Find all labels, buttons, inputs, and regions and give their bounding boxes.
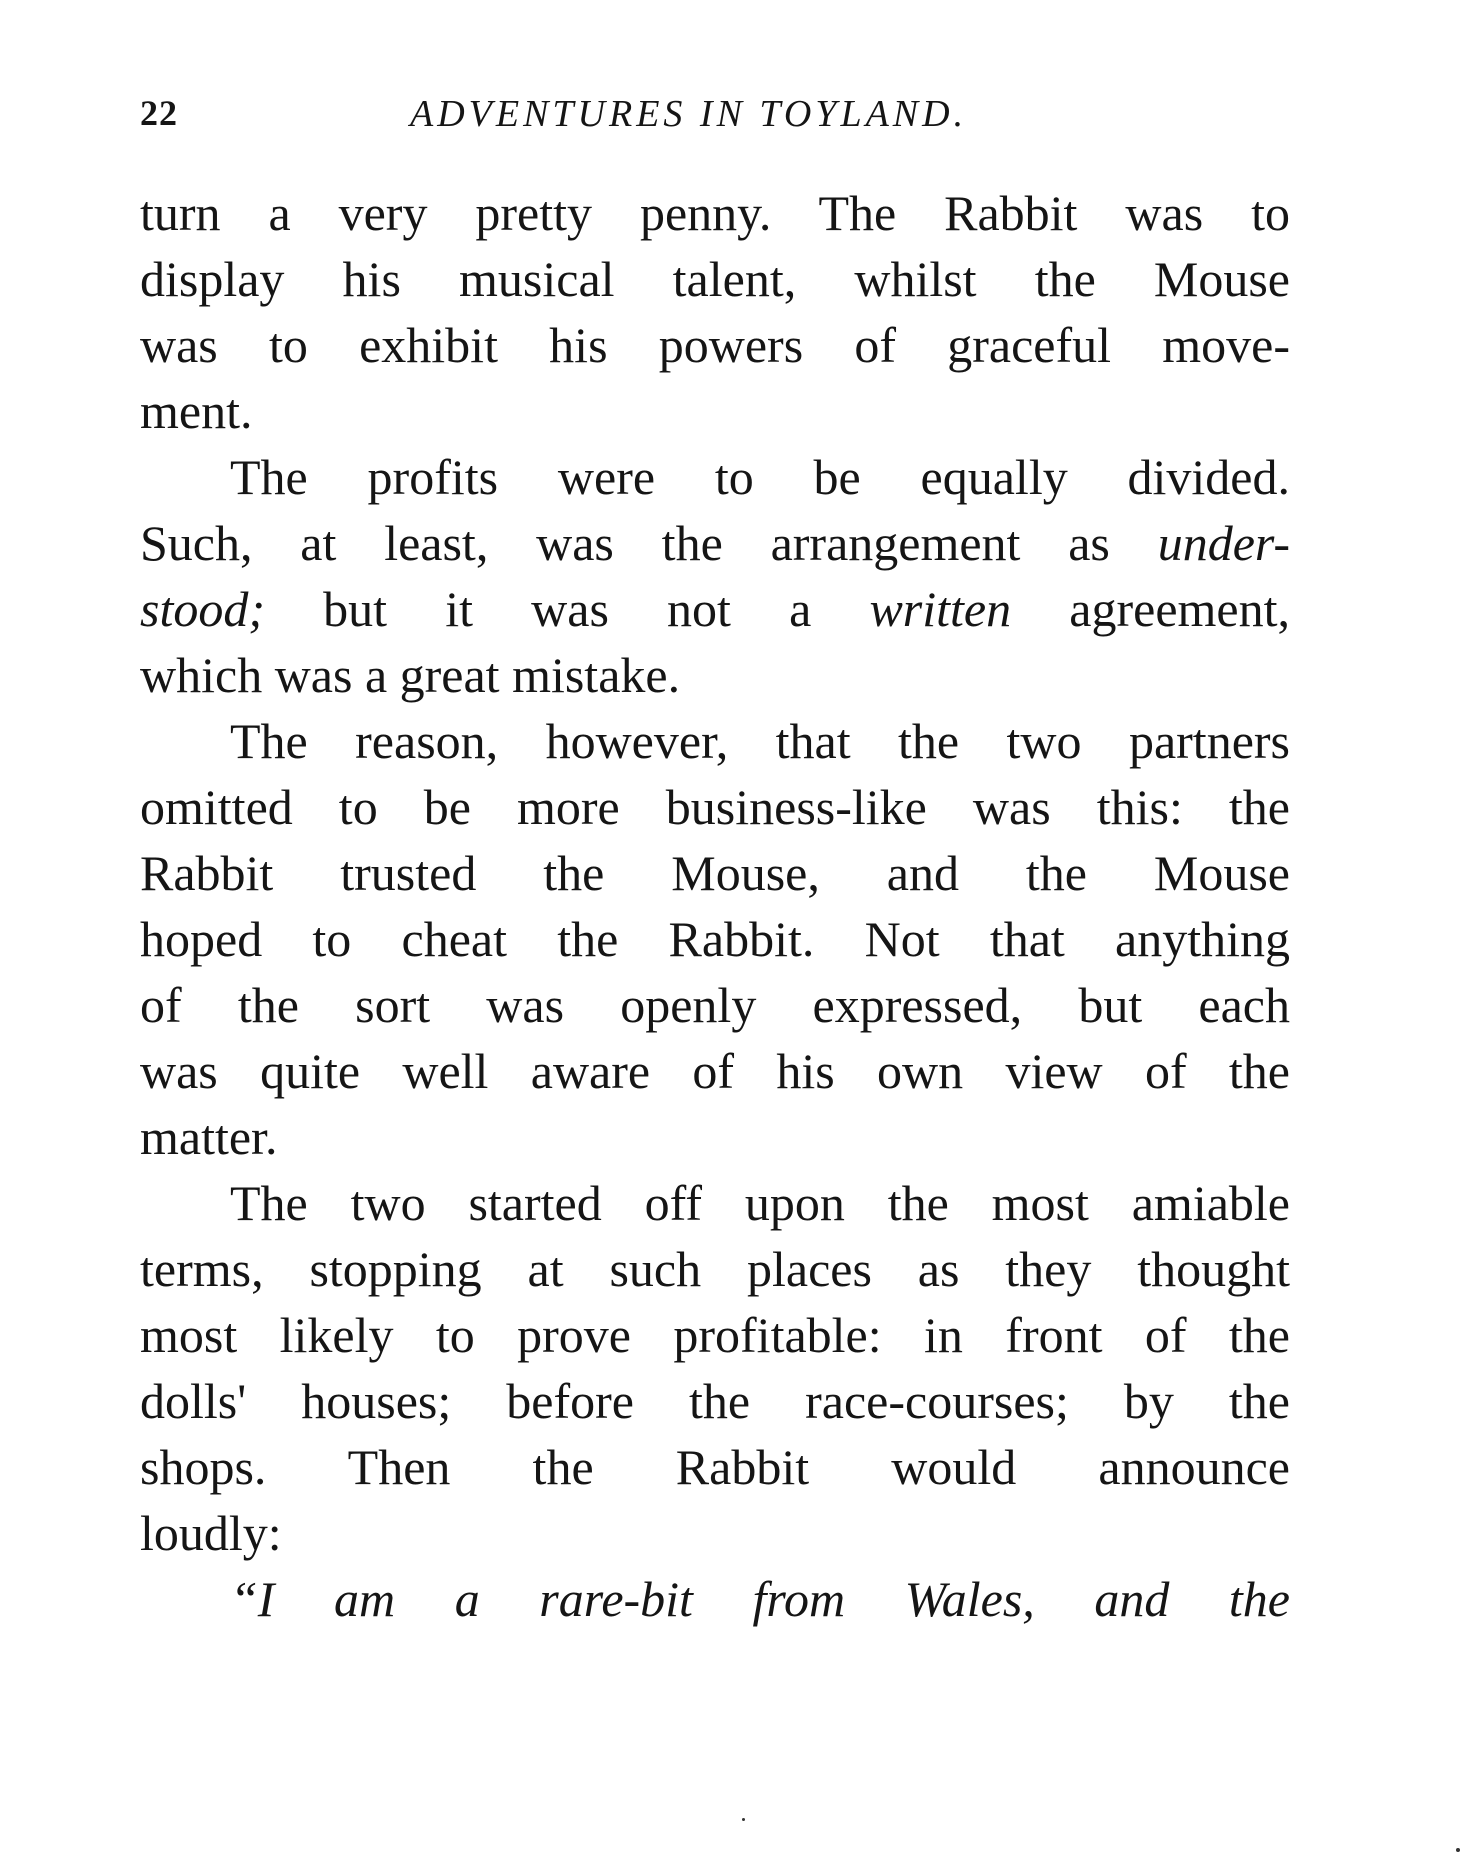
running-title: ADVENTURES IN TOYLAND. — [410, 93, 968, 135]
text-line: The profits were to be equally divided. — [230, 449, 1290, 505]
text-line: dolls' houses; before the race-courses; by the — [140, 1373, 1290, 1429]
text-line: “I am a rare-bit from Wales, and the — [230, 1571, 1290, 1627]
text-line: omitted to be more business-like was this: the — [140, 779, 1290, 835]
text-line: ment. — [140, 383, 253, 439]
italic-word: under- — [1157, 515, 1290, 571]
text-line: shops. Then the Rabbit would announce — [140, 1439, 1290, 1495]
text-line: hoped to cheat the Rabbit. Not that anything — [140, 911, 1290, 967]
page-number: 22 — [140, 93, 178, 133]
print-speck — [1456, 1848, 1460, 1852]
text-line: Rabbit trusted the Mouse, and the Mouse — [140, 845, 1290, 901]
page-header — [140, 92, 1290, 142]
text-line: was quite well aware of his own view of the — [140, 1043, 1290, 1099]
text-line: The reason, however, that the two partners — [230, 713, 1290, 769]
italic-word: written — [869, 581, 1012, 637]
text-line: turn a very pretty penny. The Rabbit was to — [140, 185, 1290, 241]
text-line: terms, stopping at such places as they thought — [140, 1241, 1290, 1297]
body-text — [140, 180, 1290, 1632]
print-speck — [742, 1818, 745, 1821]
text-line: of the sort was openly expressed, but each — [140, 977, 1290, 1033]
text-line: display his musical talent, whilst the Mouse — [140, 251, 1290, 307]
text-line: The two started off upon the most amiable — [230, 1175, 1290, 1231]
text-line: was to exhibit his powers of graceful move- — [140, 317, 1290, 373]
italic-word: stood; — [140, 581, 265, 637]
text-line: most likely to prove profitable: in front of the — [140, 1307, 1290, 1363]
text-line: which was a great mistake. — [140, 647, 681, 703]
text-line: loudly: — [140, 1505, 282, 1561]
text-line: Such, at least, was the arrangement as under- — [140, 515, 1290, 571]
text-line: stood; but it was not a written agreement, — [140, 581, 1290, 637]
text-line: matter. — [140, 1109, 278, 1165]
